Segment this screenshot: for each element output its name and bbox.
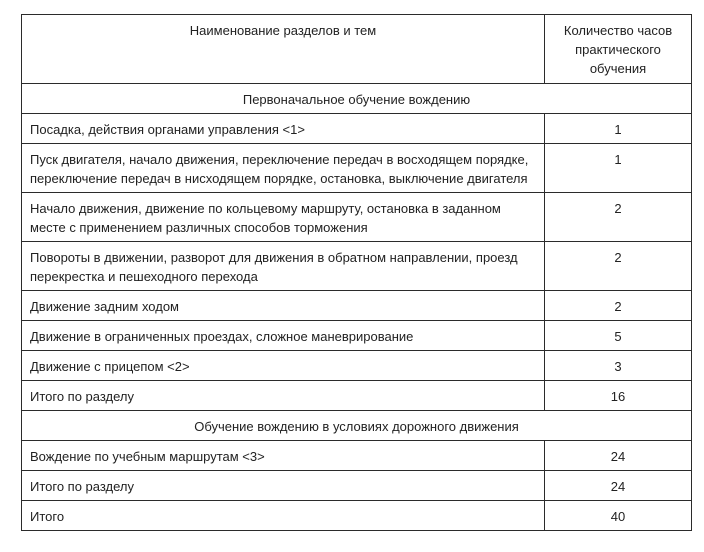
row-name-cell: Вождение по учебным маршрутам <3> <box>22 441 545 471</box>
row-hours-cell: 2 <box>545 291 692 321</box>
table-row <box>22 351 692 381</box>
table-row <box>22 291 692 321</box>
header-name-cell: Наименование разделов и тем <box>22 15 545 84</box>
subtotal-name-cell: Итого по разделу <box>22 381 545 411</box>
header-hours-cell: Количество часов практического обучения <box>545 15 692 84</box>
section-title-cell: Обучение вождению в условиях дорожного движения <box>22 411 692 441</box>
row-name-cell: Посадка, действия органами управления <1> <box>22 114 545 144</box>
row-hours-cell: 24 <box>545 441 692 471</box>
subtotal-hours-cell: 16 <box>545 381 692 411</box>
row-hours-cell: 1 <box>545 114 692 144</box>
table-row <box>22 144 692 193</box>
row-hours-cell: 2 <box>545 193 692 242</box>
section-title-row <box>22 84 692 114</box>
table-row <box>22 441 692 471</box>
total-name-cell: Итого <box>22 501 545 531</box>
row-name-cell: Начало движения, движение по кольцевому маршруту, остановка в заданном месте с применением различных способов торможения <box>22 193 545 242</box>
row-name-cell: Повороты в движении, разворот для движения в обратном направлении, проезд перекрестка и пешеходного перехода <box>22 242 545 291</box>
row-name-cell: Движение с прицепом <2> <box>22 351 545 381</box>
section-title-cell: Первоначальное обучение вождению <box>22 84 692 114</box>
subtotal-hours-cell: 24 <box>545 471 692 501</box>
table-row <box>22 242 692 291</box>
section-title-row <box>22 411 692 441</box>
row-name-cell: Движение в ограниченных проездах, сложное маневрирование <box>22 321 545 351</box>
subtotal-row <box>22 471 692 501</box>
subtotal-name-cell: Итого по разделу <box>22 471 545 501</box>
training-hours-table <box>21 14 692 531</box>
row-name-cell: Пуск двигателя, начало движения, переключение передач в восходящем порядке, переключение передач в нисходящем порядке, остановка, выключение двигателя <box>22 144 545 193</box>
row-name-cell: Движение задним ходом <box>22 291 545 321</box>
table-row <box>22 114 692 144</box>
row-hours-cell: 5 <box>545 321 692 351</box>
total-row <box>22 501 692 531</box>
subtotal-row <box>22 381 692 411</box>
table-row <box>22 321 692 351</box>
table-row <box>22 193 692 242</box>
row-hours-cell: 3 <box>545 351 692 381</box>
row-hours-cell: 2 <box>545 242 692 291</box>
row-hours-cell: 1 <box>545 144 692 193</box>
table-header-row <box>22 15 692 84</box>
total-hours-cell: 40 <box>545 501 692 531</box>
